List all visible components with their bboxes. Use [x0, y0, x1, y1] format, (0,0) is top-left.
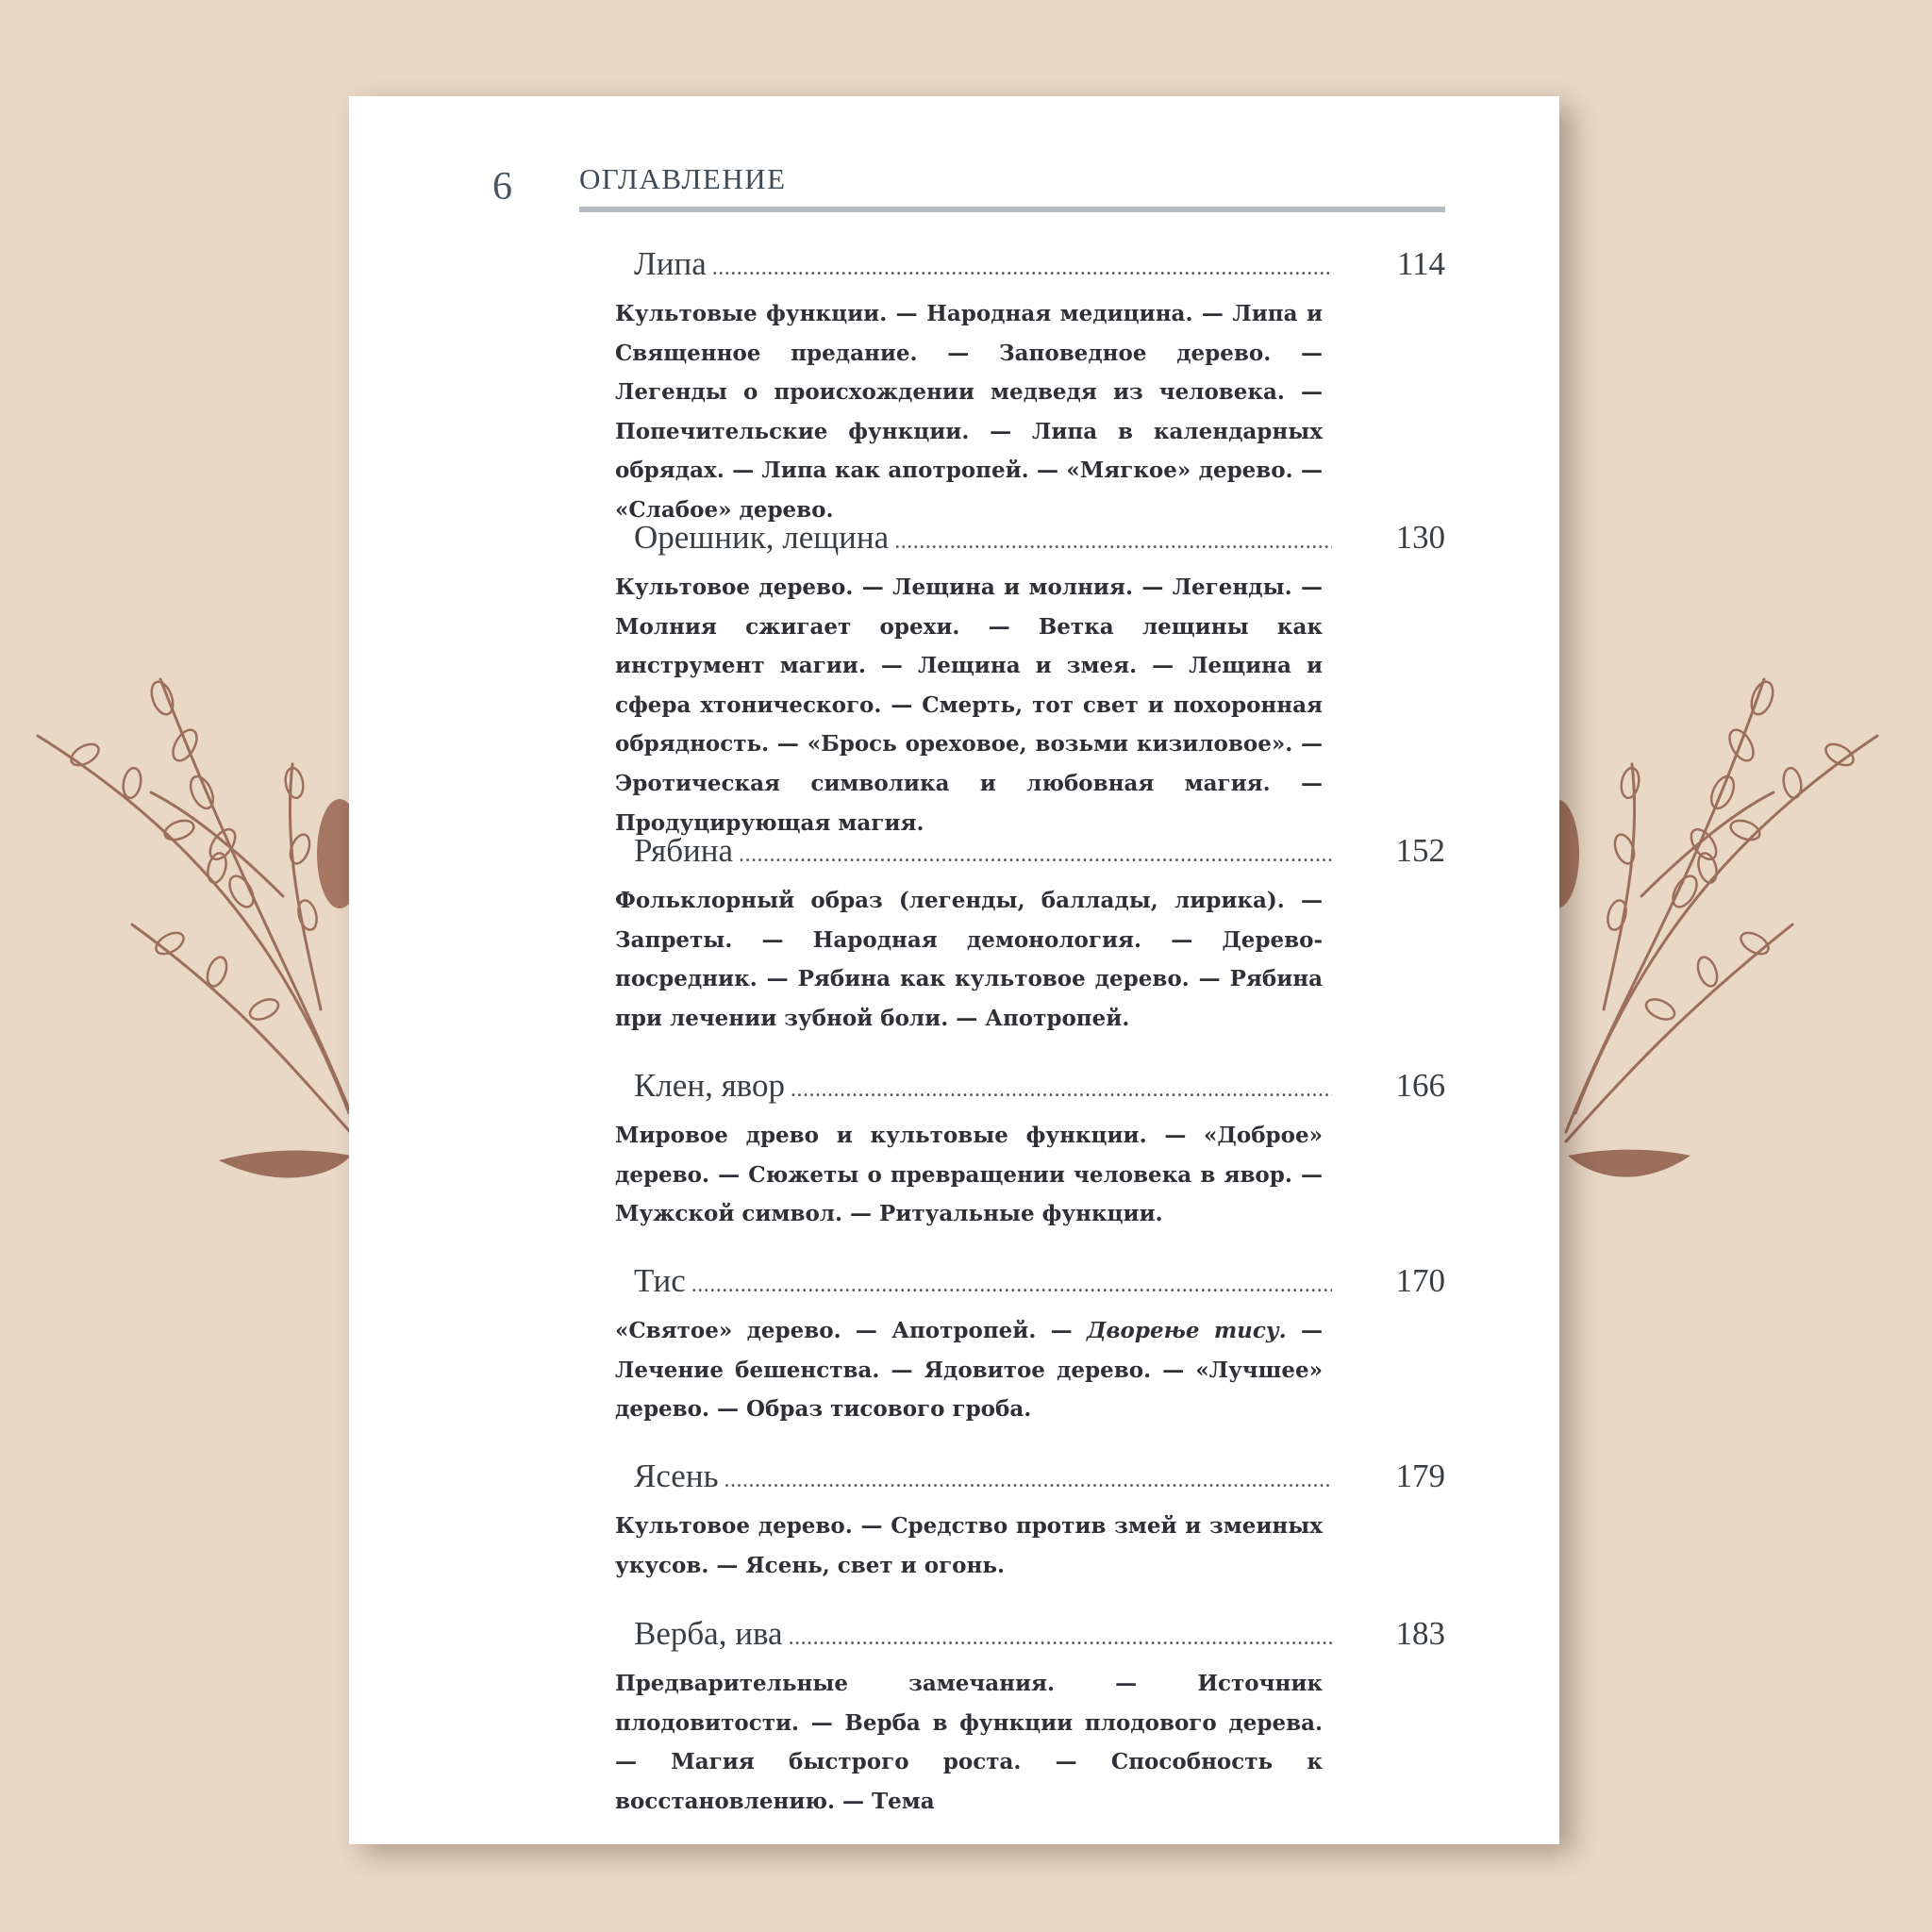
header-rule: [579, 207, 1445, 212]
toc-entry: [615, 1615, 1445, 1821]
description-text: — Лечение бешенства. — Ядовитое дерево. — «Лучшее» дерево. — Образ тисового гроба.: [615, 1318, 1323, 1423]
toc-entry-page: 170: [1395, 1262, 1445, 1299]
toc-entry-description: Предварительные замечания. — Источник плодовитости. — Верба в функции плодового дерева. — Магия быстрого роста. — Способность к восстановлению. — Тема: [615, 1671, 1323, 1814]
toc-entry-title: Клен, явор: [634, 1067, 785, 1104]
toc-entry-page: 152: [1395, 832, 1445, 869]
toc-entry-heading: [615, 1457, 1445, 1501]
toc-entry-page: 183: [1395, 1615, 1445, 1652]
leader-dots: [894, 529, 1332, 555]
toc-entry-description: Фольклорный образ (легенды, баллады, лирика). — Запреты. — Народная демонология. — Дерево-посредник. — Рябина как культовое дерево. — Рябина при лечении зубной боли. — Апотропей.: [615, 888, 1323, 1031]
toc-entry-title: Тис: [634, 1262, 686, 1299]
toc-entry: [615, 1262, 1445, 1429]
toc-entry-heading: [615, 832, 1445, 875]
toc-entry-heading: [615, 1615, 1445, 1658]
toc-entry-page: 166: [1395, 1067, 1445, 1104]
description-italic-text: Дворење тису.: [1087, 1318, 1287, 1343]
toc-entry: [615, 519, 1445, 842]
toc-entry-description: Культовое дерево. — Лещина и молния. — Легенды. — Молния сжигает орехи. — Ветка лещины как инструмент магии. — Лещина и змея. — Лещина и сфера хтонического. — Смерть, тот свет и похоронная обрядность. — «Брось ореховое, возьми кизиловое». — Эротическая символика и любовная магия. — Продуцирующая магия.: [615, 575, 1323, 836]
toc-entry-page: 179: [1395, 1457, 1445, 1494]
leader-dots: [789, 1625, 1332, 1651]
toc-entry-description: Культовые функции. — Народная медицина. — Липа и Священное предание. — Заповедное дерево. — Легенды о происхождении медведя из человека. — Попечительские функции. — Липа в календарных обрядах. — Липа как апотропей. — «Мягкое» дерево. — «Слабое» дерево.: [615, 301, 1323, 523]
toc-entry-title: Рябина: [634, 832, 734, 869]
toc-entry: [615, 1457, 1445, 1585]
book-page: [349, 96, 1559, 1844]
toc-entry-description: Культовое дерево. — Средство против змей и змеиных укусов. — Ясень, свет и огонь.: [615, 1513, 1323, 1578]
toc-entry-page: 114: [1396, 245, 1445, 282]
toc-entry: [615, 832, 1445, 1038]
toc-entry-title: Липа: [634, 245, 707, 282]
toc-entry-heading: [615, 1067, 1445, 1110]
toc-entry-title: Верба, ива: [634, 1615, 783, 1652]
page-number: 6: [492, 165, 512, 208]
toc-entry-title: Ясень: [634, 1457, 719, 1494]
toc-entry-heading: [615, 519, 1445, 562]
running-head-title: ОГЛАВЛЕНИЕ: [579, 162, 787, 195]
toc-entry-heading: [615, 1262, 1445, 1306]
leader-dots: [691, 1273, 1332, 1298]
toc-entry: [615, 245, 1445, 530]
toc-entry: [615, 1067, 1445, 1234]
toc-entry-description: Мировое древо и культовые функции. — «Доброе» дерево. — Сюжеты о превращении человека в явор. — Мужской символ. — Ритуальные функции.: [615, 1123, 1323, 1227]
description-text: «Святое» дерево. — Апотропей. —: [615, 1318, 1087, 1343]
leader-dots: [712, 256, 1332, 281]
toc-entry-page: 130: [1395, 519, 1445, 556]
toc-entry-description: [615, 1311, 1323, 1429]
leader-dots: [724, 1468, 1332, 1493]
leader-dots: [791, 1077, 1332, 1103]
leader-dots: [739, 842, 1332, 868]
toc-entry-title: Орешник, лещина: [634, 519, 890, 556]
toc-entry-heading: [615, 245, 1445, 289]
